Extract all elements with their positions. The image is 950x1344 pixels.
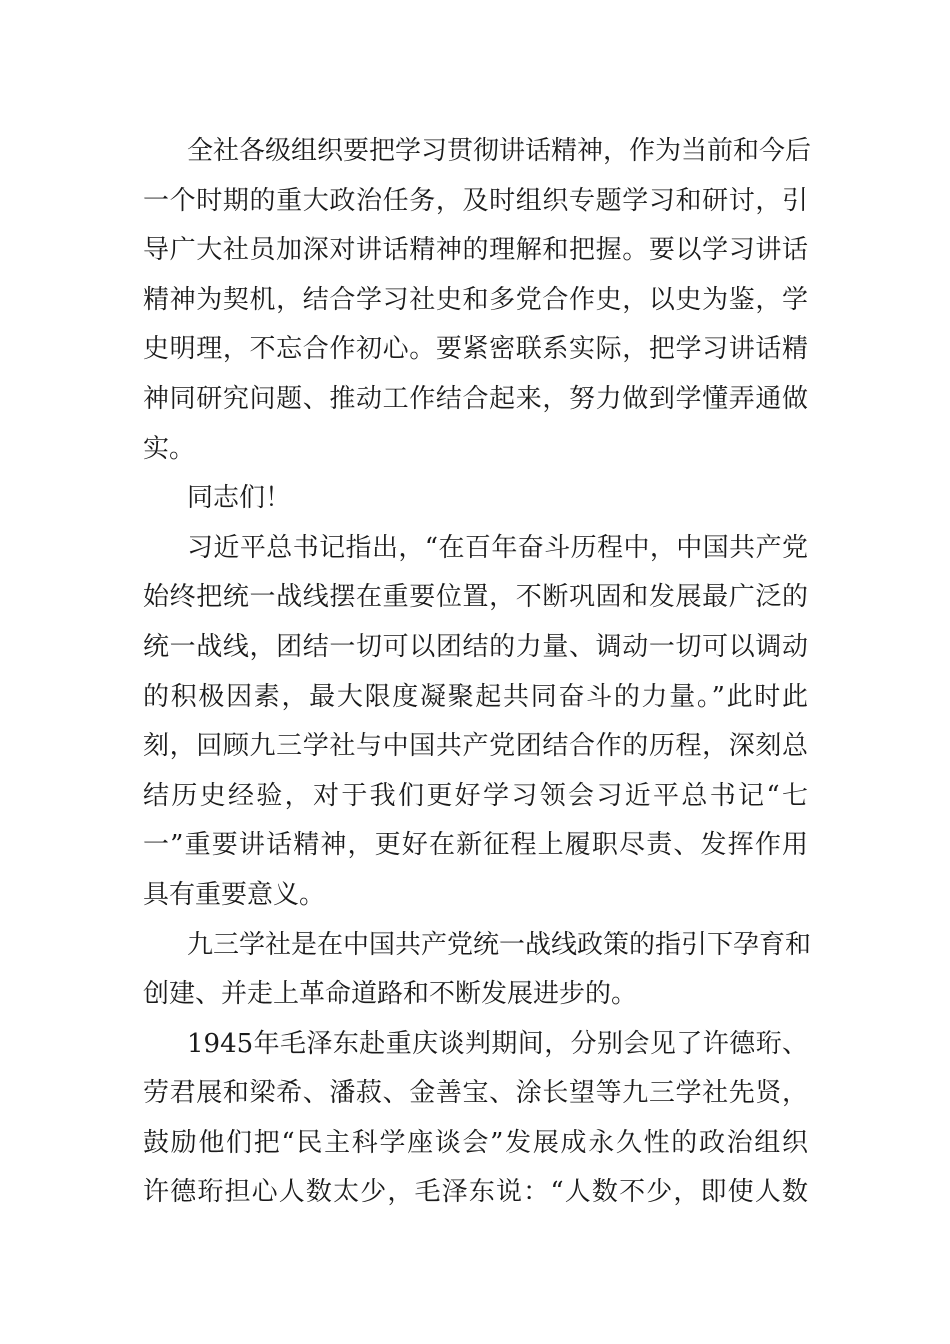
- text-line: 实。: [143, 433, 196, 464]
- text-line: 创建、并走上革命道路和不断发展进步的。: [143, 979, 638, 1010]
- text-line: 史明理，不忘合作初心。要紧密联系实际，把学习讲话精: [143, 334, 808, 365]
- document-body: [143, 127, 812, 1218]
- text-line: 九三学社是在中国共产党统一战线政策的指引下孕育和: [187, 929, 812, 960]
- text-line: 的积极因素，最大限度凝聚起共同奋斗的力量。”此时此: [143, 681, 808, 712]
- text-line: 神同研究问题、推动工作结合起来，努力做到学懂弄通做: [143, 383, 808, 414]
- text-line: 劳君展和梁希、潘菽、金善宝、涂长望等九三学社先贤，: [143, 1078, 808, 1109]
- text-line: 导广大社员加深对讲话精神的理解和把握。要以学习讲话: [143, 235, 808, 266]
- text-line: 刻，回顾九三学社与中国共产党团结合作的历程，深刻总: [143, 731, 808, 762]
- text-line: 全社各级组织要把学习贯彻讲话精神，作为当前和今后: [187, 136, 812, 166]
- text-line: 一个时期的重大政治任务，及时组织专题学习和研讨，引: [143, 185, 808, 216]
- text-line: 同志们！: [187, 483, 292, 514]
- text-line: 许德珩担心人数太少，毛泽东说：“人数不少，即使人数: [143, 1177, 808, 1208]
- text-line: 具有重要意义。: [143, 879, 326, 910]
- text-line: 1945年毛泽东赴重庆谈判期间，分别会见了许德珩、: [187, 1028, 808, 1059]
- text-line: 一”重要讲话精神，更好在新征程上履职尽责、发挥作用: [143, 830, 808, 861]
- text-line: 统一战线，团结一切可以团结的力量、调动一切可以调动: [143, 631, 808, 662]
- paragraph-united-front-quote: [143, 524, 808, 921]
- text-line: 精神为契机，结合学习社史和多党合作史，以史为鉴，学: [143, 284, 808, 315]
- paragraph-salutation: [143, 474, 808, 524]
- paragraph-jiusan-origin: [143, 921, 812, 1020]
- paragraph-1945-history: [143, 1020, 808, 1218]
- text-line: 结历史经验，对于我们更好学习领会习近平总书记“七: [143, 780, 808, 811]
- text-line: 习近平总书记指出，“在百年奋斗历程中，中国共产党: [187, 532, 808, 563]
- text-line: 鼓励他们把“民主科学座谈会”发展成永久性的政治组织: [143, 1127, 808, 1158]
- paragraph-study-speech: [143, 127, 812, 474]
- text-line: 始终把统一战线摆在重要位置，不断巩固和发展最广泛的: [143, 582, 808, 613]
